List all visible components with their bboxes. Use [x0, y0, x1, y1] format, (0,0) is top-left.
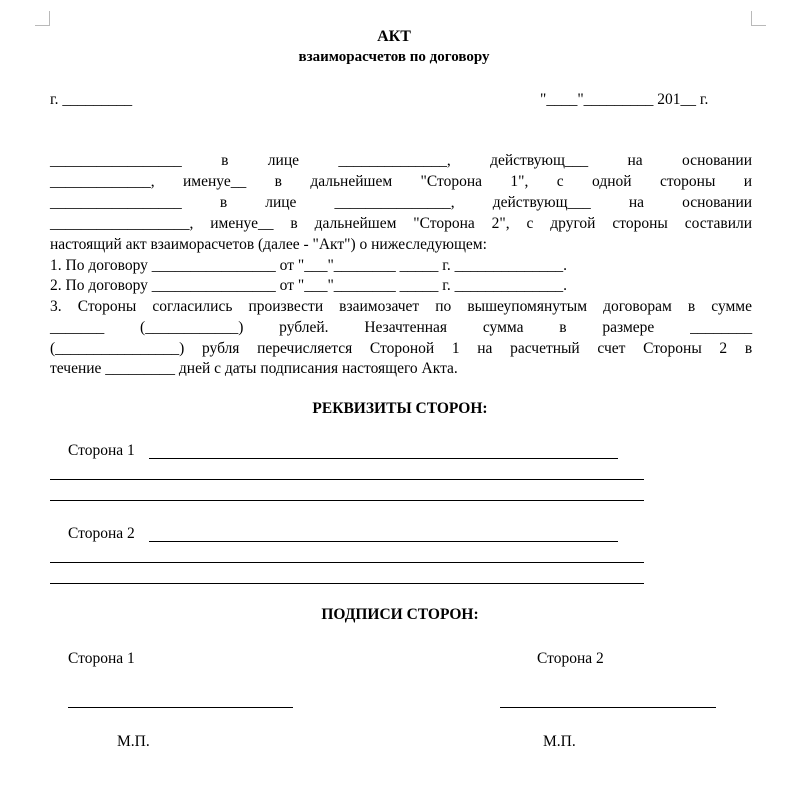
word: "Сторона: [420, 173, 483, 190]
word: 2",: [491, 215, 510, 232]
word: в: [219, 194, 228, 211]
body-line-5: настоящий акт взаиморасчетов (далее - "Акт") о нижеследующем:: [50, 236, 487, 253]
item-3-line-1: [50, 297, 752, 317]
word: в: [221, 152, 229, 169]
word: основании: [682, 194, 753, 211]
word: дальнейшем: [314, 215, 397, 232]
date-field: "____"_________ 201__ г.: [540, 91, 709, 108]
word: _________________: [50, 194, 182, 211]
word: 3.: [50, 298, 62, 315]
word: с: [526, 215, 534, 232]
word: "Сторона: [413, 215, 475, 232]
stamp-party1-label: М.П.: [117, 733, 150, 750]
word: в: [290, 215, 298, 232]
word: в: [687, 298, 696, 315]
crop-mark-top-right: [751, 11, 766, 26]
signatures-heading: ПОДПИСИ СТОРОН:: [321, 606, 479, 623]
word: лице: [265, 194, 297, 211]
word: ______________,: [338, 152, 451, 169]
word: __________________,: [50, 215, 194, 232]
word: 1",: [510, 173, 529, 190]
word: стороны: [659, 173, 716, 190]
requisites-party2-line: [149, 541, 618, 542]
word: на: [627, 152, 643, 169]
word: ________: [690, 319, 753, 336]
body-line-2: [50, 172, 752, 192]
word: действующ___: [492, 194, 591, 211]
signature-party1-line: [68, 707, 293, 708]
word: именуе__: [210, 215, 274, 232]
item-3-line-4: течение _________ дней с даты подписания настоящего Акта.: [50, 360, 458, 377]
word: рубля: [201, 340, 240, 357]
document-title: АКТ: [377, 28, 411, 45]
word: взаимозачет: [339, 298, 420, 315]
word: _________________: [50, 152, 182, 169]
body-line-4: [50, 214, 752, 234]
word: Стороны: [77, 298, 137, 315]
word: именуе__: [183, 173, 247, 190]
item-3-line-3: [50, 339, 752, 359]
word: договорам: [603, 298, 672, 315]
word: стороны: [612, 215, 668, 232]
word: расчетный: [510, 340, 580, 357]
word: (________________): [50, 340, 185, 357]
word: 1: [451, 340, 460, 357]
requisites-party2-line-3: [50, 583, 644, 584]
requisites-party1-line-2: [50, 479, 644, 480]
word: другой: [550, 215, 596, 232]
word: в: [559, 319, 567, 336]
crop-mark-top-left: [35, 11, 50, 26]
word: размере: [602, 319, 655, 336]
word: в: [274, 173, 282, 190]
word: произвести: [248, 298, 324, 315]
signature-party2-line: [500, 707, 716, 708]
body-line-1: [50, 151, 752, 171]
word: Стороной: [369, 340, 435, 357]
word: перечисляется: [257, 340, 353, 357]
requisites-party2-label: Сторона 2: [68, 525, 135, 542]
item-2: 2. По договору ________________ от "___"________ _____ г. ______________.: [50, 277, 568, 294]
word: сумма: [482, 319, 524, 336]
word: _______________,: [334, 194, 455, 211]
body-line-3: [50, 193, 752, 213]
requisites-party1-line-3: [50, 500, 644, 501]
word: 2: [719, 340, 728, 357]
word: по: [435, 298, 452, 315]
item-3-line-2: [50, 318, 752, 338]
requisites-heading: РЕКВИЗИТЫ СТОРОН:: [312, 400, 488, 417]
item-1: 1. По договору ________________ от "___"________ _____ г. ______________.: [50, 257, 568, 274]
word: согласились: [152, 298, 233, 315]
word: действующ___: [490, 152, 589, 169]
word: вышеупомянутым: [467, 298, 587, 315]
word: и: [743, 173, 753, 190]
word: Незачтенная: [364, 319, 448, 336]
word: лице: [267, 152, 300, 169]
word: сумме: [711, 298, 752, 315]
signature-party2-label: Сторона 2: [537, 650, 604, 667]
word: рублей.: [279, 319, 329, 336]
word: в: [744, 340, 753, 357]
document-subtitle: взаиморасчетов по договору: [298, 49, 490, 65]
requisites-party1-label: Сторона 1: [68, 442, 135, 459]
word: одной: [592, 173, 632, 190]
word: (____________): [140, 319, 244, 336]
word: дальнейшем: [310, 173, 393, 190]
word: основании: [682, 152, 752, 169]
word: _____________,: [50, 173, 155, 190]
word: _______: [50, 319, 105, 336]
requisites-party1-line: [149, 458, 618, 459]
word: составили: [684, 215, 753, 232]
stamp-party2-label: М.П.: [543, 733, 576, 750]
word: Стороны: [643, 340, 702, 357]
word: на: [477, 340, 493, 357]
word: на: [628, 194, 645, 211]
requisites-party2-line-2: [50, 562, 644, 563]
signature-party1-label: Сторона 1: [68, 650, 135, 667]
city-field: г. _________: [50, 91, 133, 108]
word: счет: [597, 340, 626, 357]
word: с: [556, 173, 564, 190]
